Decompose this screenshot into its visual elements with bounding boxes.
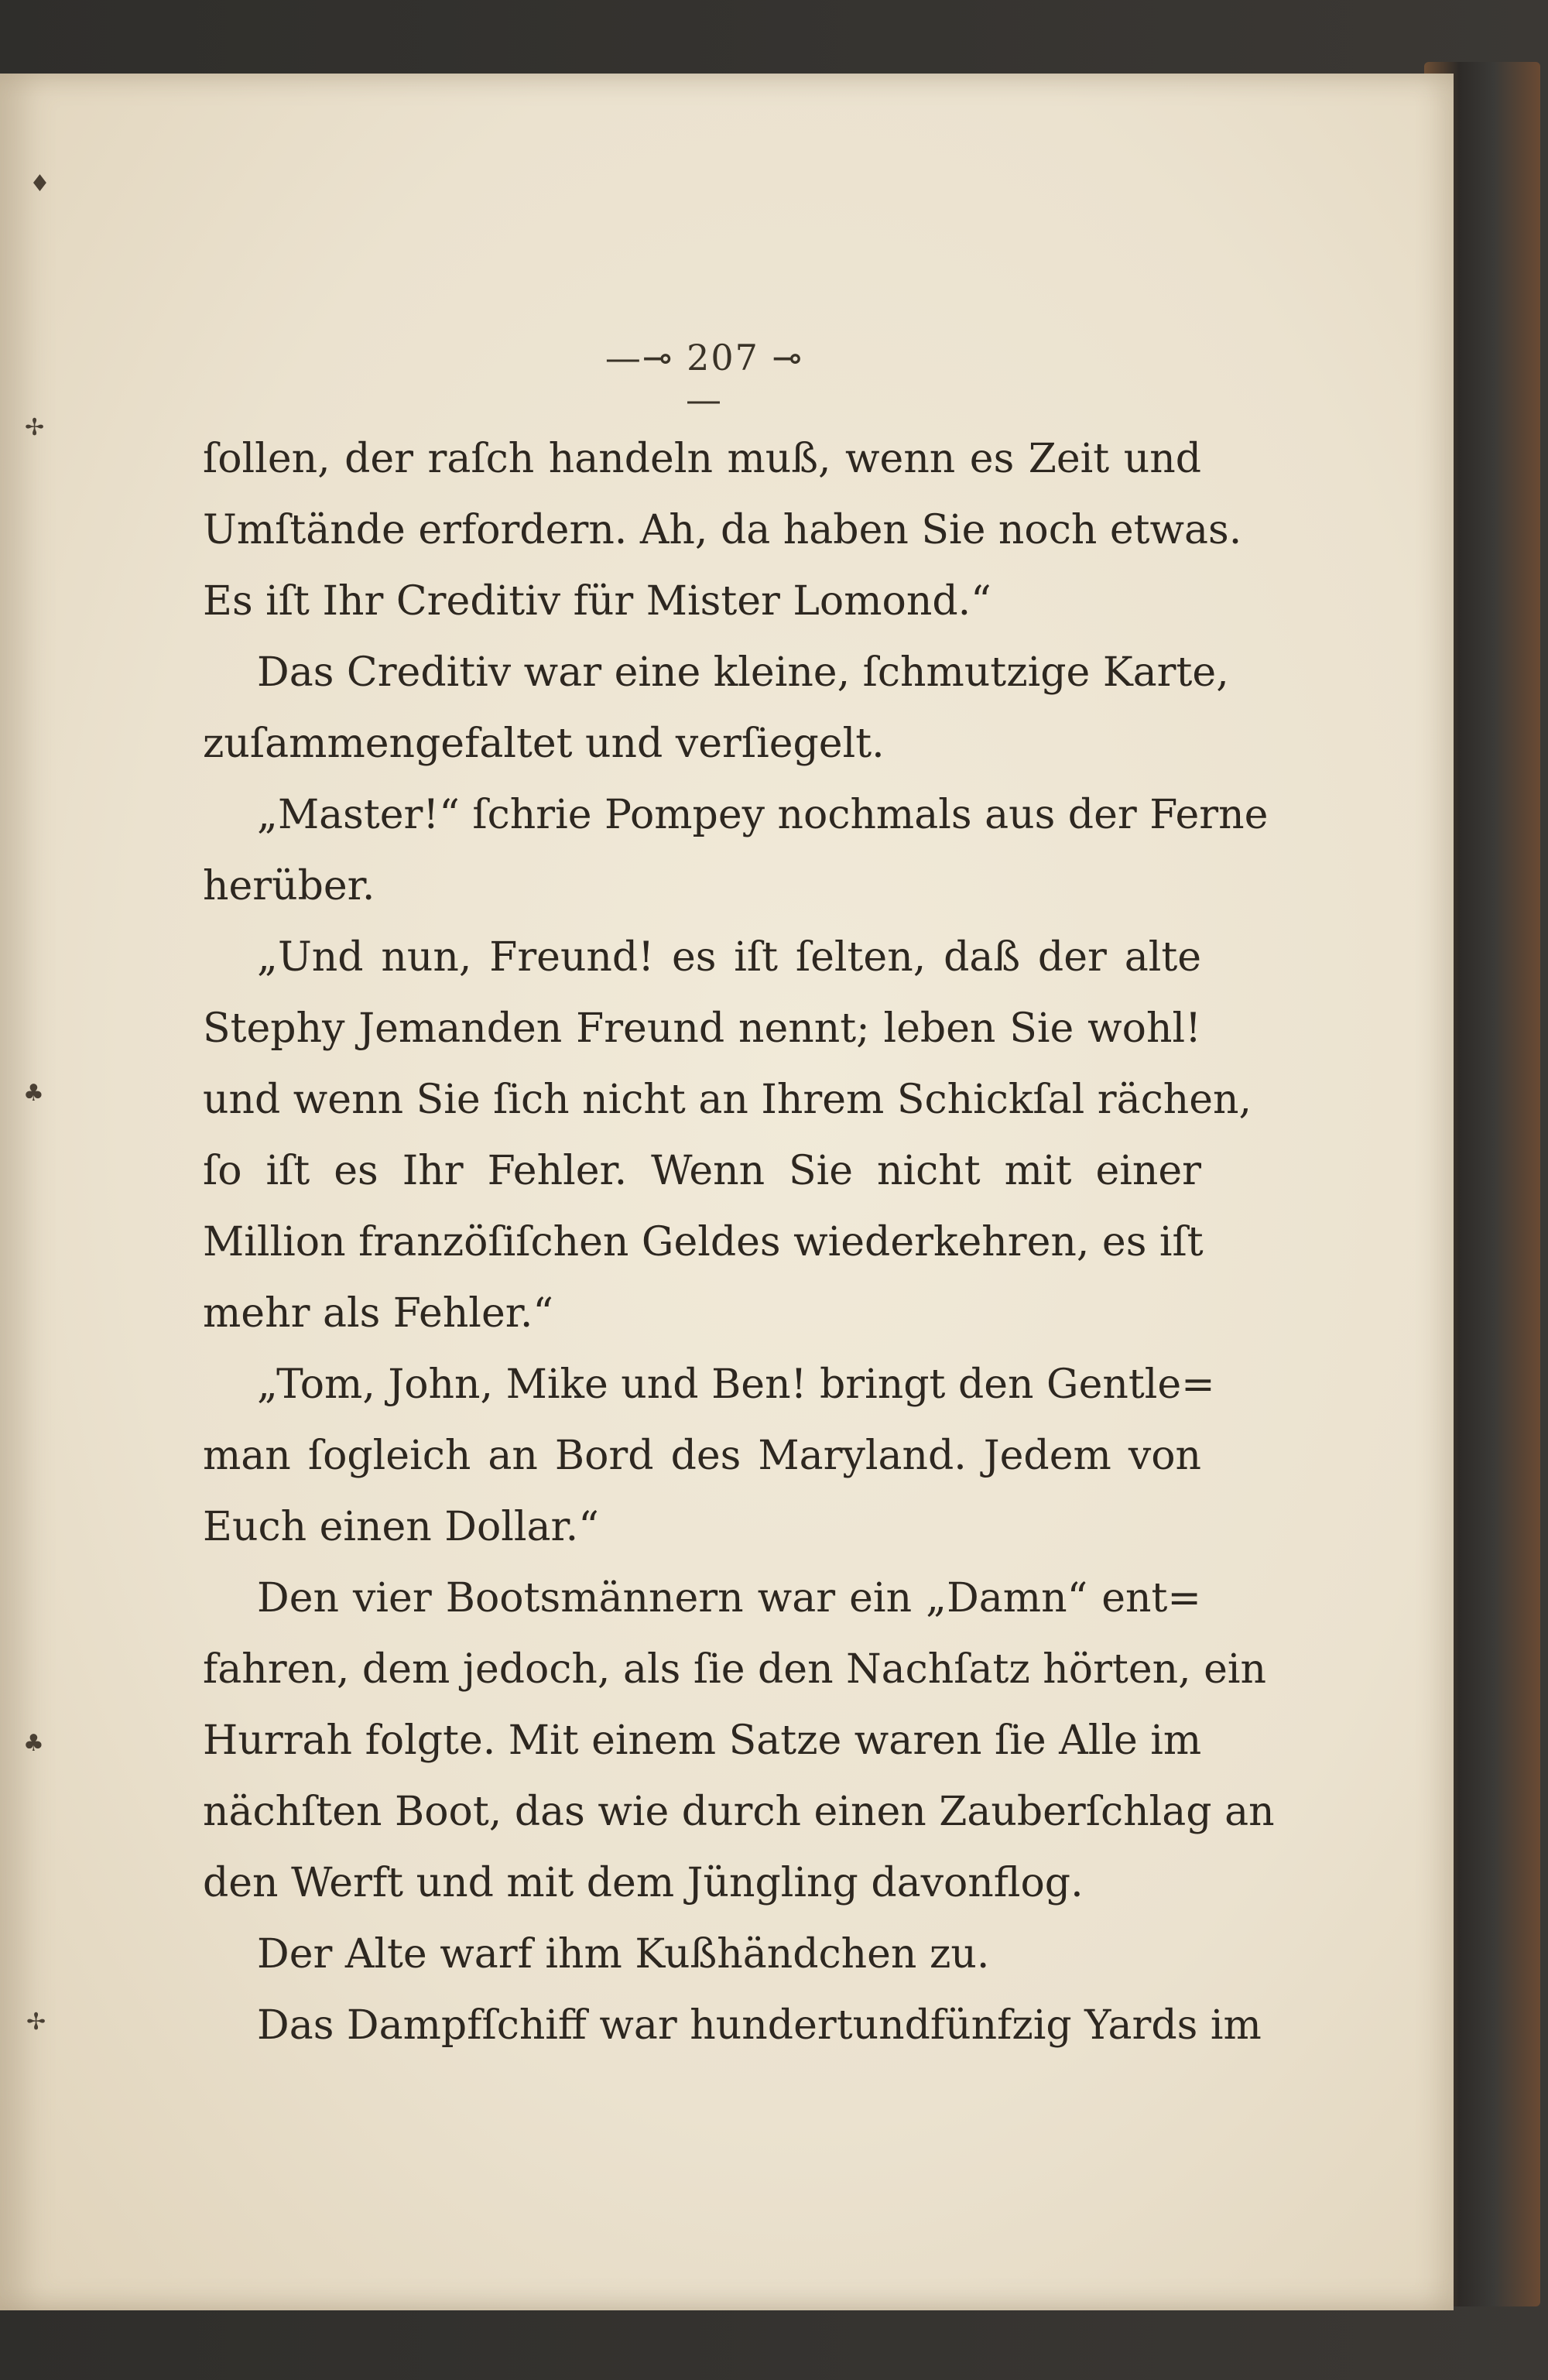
- text-line: Den vier Bootsmännern war ein „Damn“ ent=: [257, 1575, 1201, 1621]
- text-line: Euch einen Dollar.“: [203, 1504, 599, 1550]
- margin-mark-icon: ♣: [23, 1080, 44, 1107]
- margin-mark-icon: ♣: [23, 1730, 44, 1757]
- text-line: Stephy Jemanden Freund nennt; leben Sie wohl!: [203, 1005, 1201, 1052]
- text-line: „Tom, John, Mike und Ben! bringt den Gentle=: [257, 1361, 1215, 1408]
- text-line: „Master!“ ſchrie Pompey nochmals aus der Ferne: [257, 792, 1269, 838]
- body-text: [203, 423, 1275, 2061]
- text-line: ſo iſt es Ihr Fehler. Wenn Sie nicht mit einer: [203, 1148, 1201, 1194]
- text-line: zuſammengefaltet und verſiegelt.: [203, 721, 885, 767]
- text-line: ſollen, der raſch handeln muß, wenn es Zeit und: [203, 436, 1201, 482]
- text-line: herüber.: [203, 863, 375, 909]
- text-line: nächſten Boot, das wie durch einen Zauberſchlag an: [203, 1789, 1275, 1835]
- text-line: fahren, dem jedoch, als ſie den Nachſatz hörten, ein: [203, 1646, 1267, 1693]
- margin-mark-icon: ✢: [25, 414, 45, 441]
- book-page: [0, 74, 1454, 2310]
- text-line: Es iſt Ihr Creditiv für Mister Lomond.“: [203, 578, 991, 625]
- text-line: „Und nun, Freund! es iſt ſelten, daß der alte: [257, 934, 1201, 981]
- text-line: Der Alte warf ihm Kußhändchen zu.: [257, 1931, 990, 1978]
- text-line: man ſogleich an Bord des Maryland. Jedem von: [203, 1433, 1201, 1479]
- text-line: Das Dampfſchiff war hundertundfünfzig Yards im: [257, 2002, 1262, 2049]
- margin-mark-icon: ✢: [26, 2008, 46, 2036]
- text-line: Hurrah folgte. Mit einem Satze waren ſie Alle im: [203, 1717, 1202, 1764]
- margin-mark-icon: ♦: [29, 170, 50, 197]
- text-line: den Werft und mit dem Jüngling davonflog.: [203, 1860, 1084, 1906]
- text-line: Umſtände erfordern. Ah, da haben Sie noch etwas.: [203, 507, 1242, 553]
- text-line: und wenn Sie ſich nicht an Ihrem Schickſal rächen,: [203, 1077, 1252, 1123]
- page-number: —⊸ 207 ⊸—: [604, 337, 804, 420]
- text-line: Das Creditiv war eine kleine, ſchmutzige Karte,: [257, 649, 1229, 696]
- text-line: Million franzöſiſchen Geldes wiederkehren, es iſt: [203, 1219, 1204, 1265]
- text-line: mehr als Fehler.“: [203, 1290, 553, 1337]
